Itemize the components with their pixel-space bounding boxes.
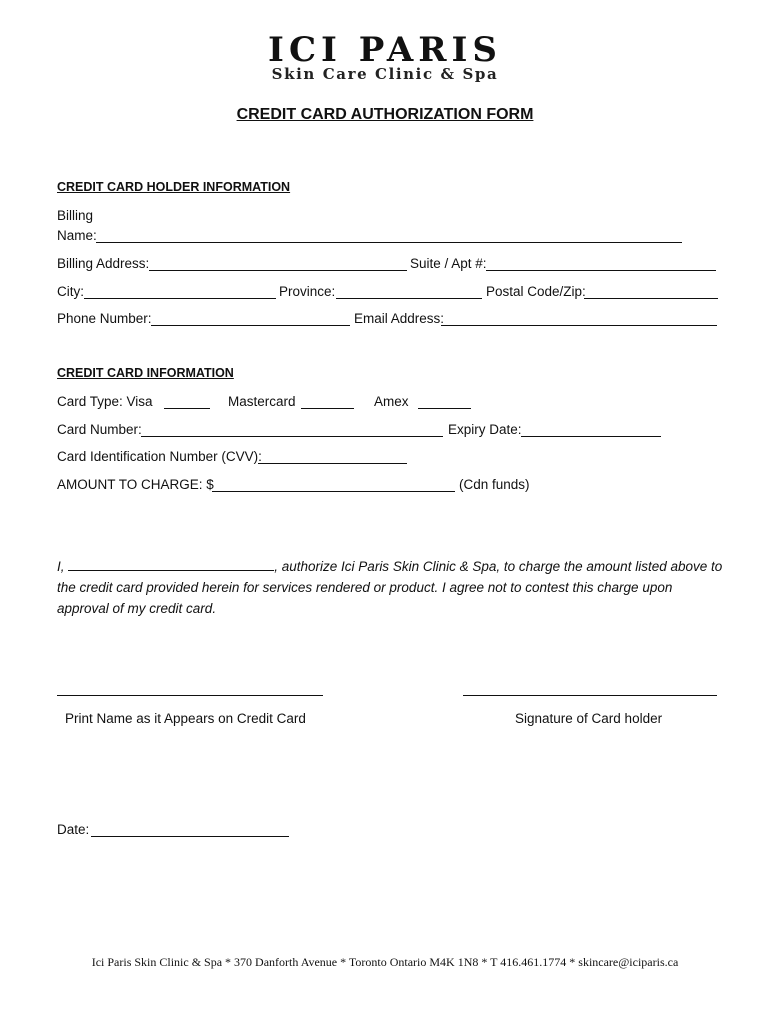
phone-number-field[interactable] bbox=[151, 311, 350, 326]
postal-code-label: Postal Code/Zip: bbox=[486, 284, 586, 299]
print-name-line[interactable] bbox=[57, 695, 323, 696]
footer-contact: Ici Paris Skin Clinic & Spa * 370 Danforth Avenue * Toronto Ontario M4K 1N8 * T 416.461.1774 * skincare@iciparis.ca bbox=[91, 955, 679, 969]
mastercard-field[interactable] bbox=[301, 394, 354, 409]
amount-field[interactable] bbox=[212, 477, 455, 492]
amex-field[interactable] bbox=[418, 394, 471, 409]
postal-code-field[interactable] bbox=[584, 284, 718, 299]
phone-number-label: Phone Number: bbox=[57, 311, 152, 326]
suite-field[interactable] bbox=[486, 256, 716, 271]
logo-title: ICI PARIS bbox=[268, 30, 502, 70]
mastercard-label: Mastercard bbox=[228, 394, 296, 409]
cvv-field[interactable] bbox=[258, 449, 407, 464]
cvv-label: Card Identification Number (CVV): bbox=[57, 449, 262, 464]
authorization-statement bbox=[57, 556, 725, 619]
email-address-label: Email Address: bbox=[354, 311, 445, 326]
card-number-label: Card Number: bbox=[57, 422, 142, 437]
authorizer-name-field[interactable] bbox=[68, 557, 274, 571]
province-field[interactable] bbox=[336, 284, 482, 299]
authorization-text: , authorize Ici Paris Skin Clinic & Spa, to charge the amount listed above to the credit card provided herein for services rendered or product. I agree not to contest this charge upon approval of my credit card. bbox=[57, 559, 723, 616]
card-type-visa-label: Card Type: Visa bbox=[57, 394, 153, 409]
amount-label: AMOUNT TO CHARGE: $ bbox=[57, 477, 214, 492]
city-field[interactable] bbox=[84, 284, 276, 299]
form-title: CREDIT CARD AUTHORIZATION FORM bbox=[236, 106, 534, 123]
amex-label: Amex bbox=[374, 394, 409, 409]
visa-field[interactable] bbox=[164, 394, 210, 409]
authorization-prefix: I, bbox=[57, 559, 69, 574]
holder-section-heading: CREDIT CARD HOLDER INFORMATION bbox=[57, 180, 291, 194]
billing-name-field[interactable] bbox=[96, 228, 682, 243]
date-field[interactable] bbox=[91, 822, 289, 837]
billing-address-field[interactable] bbox=[149, 256, 407, 271]
email-address-field[interactable] bbox=[441, 311, 717, 326]
print-name-label: Print Name as it Appears on Credit Card bbox=[65, 711, 306, 726]
funds-label: (Cdn funds) bbox=[459, 477, 530, 492]
billing-address-label: Billing Address: bbox=[57, 256, 150, 271]
date-label: Date: bbox=[57, 822, 90, 837]
signature-line[interactable] bbox=[463, 695, 717, 696]
expiry-date-field[interactable] bbox=[521, 422, 661, 437]
suite-label: Suite / Apt #: bbox=[410, 256, 487, 271]
billing-name-label-line2: Name: bbox=[57, 228, 97, 243]
expiry-date-label: Expiry Date: bbox=[448, 422, 522, 437]
signature-label: Signature of Card holder bbox=[515, 711, 663, 726]
billing-name-label-line1: Billing bbox=[57, 208, 94, 223]
card-section-heading: CREDIT CARD INFORMATION bbox=[57, 366, 234, 380]
card-number-field[interactable] bbox=[141, 422, 443, 437]
city-label: City: bbox=[57, 284, 84, 299]
province-label: Province: bbox=[279, 284, 336, 299]
logo-subtitle: Skin Care Clinic & Spa bbox=[271, 65, 499, 83]
